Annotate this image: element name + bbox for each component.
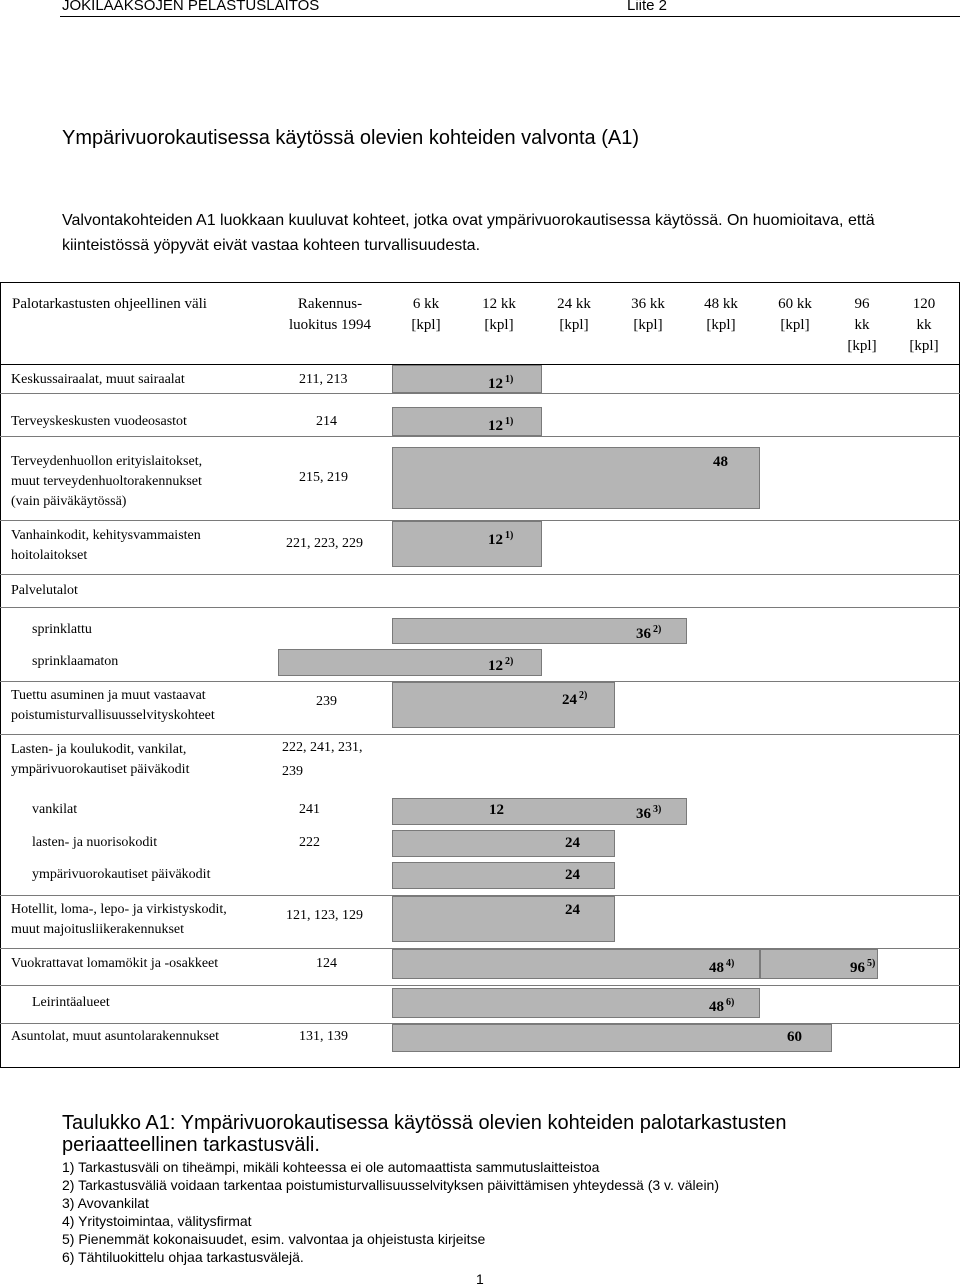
row-classification (299, 798, 320, 822)
footnote-ref: 2) (505, 656, 514, 667)
footnote: 5) Pienemmät kokonaisuudet, esim. valvontaa ja ohjeistusta kirjeitse (62, 1231, 486, 1247)
interval-value-secondary (850, 954, 875, 978)
row-separator (0, 393, 960, 394)
header-line: 6 kk (412, 296, 440, 312)
footnote-ref: 4) (726, 958, 735, 969)
row-label-line: Asuntolat, muut asuntolarakennukset (11, 1029, 220, 1044)
interval-bar (392, 521, 542, 567)
header-12kk (482, 294, 516, 336)
row-label-line: Terveydenhuollon erityislaitokset, (11, 454, 203, 469)
row-label-line: sprinklattu (32, 622, 92, 637)
interval-number: 12 (488, 376, 503, 392)
row-label (32, 833, 157, 853)
footnotes (62, 1158, 719, 1266)
page-label: Liite 2 (627, 0, 668, 14)
row-label (32, 865, 210, 885)
footnote-ref: 2) (653, 624, 662, 635)
header-36kk (631, 294, 665, 336)
table-caption: Taulukko A1: Ympärivuorokautisessa käytössä olevien kohteiden palotarkastusten periaatteellinen tarkastusväli. (62, 1112, 787, 1156)
header-96kk (847, 294, 876, 357)
header-line: 120 (912, 296, 936, 312)
header-line: [kpl] (484, 317, 514, 333)
row-label-line: hoitolaitokset (11, 548, 88, 563)
interval-bar (392, 447, 760, 509)
interval-bar (392, 407, 542, 436)
interval-bar (392, 1024, 832, 1052)
interval-number: 24 (565, 835, 580, 851)
classification-line: 239 (316, 694, 337, 709)
header-48kk (704, 294, 738, 336)
interval-value (488, 370, 513, 394)
interval-value (565, 900, 580, 920)
row-separator (0, 734, 960, 735)
header-classification (289, 294, 371, 336)
header-line: 36 kk (631, 296, 665, 312)
row-label-line: poistumisturvallisuusselvityskohteet (11, 708, 215, 723)
interval-number: 48 (709, 999, 724, 1015)
header-line: [kpl] (706, 317, 736, 333)
interval-number: 12 (488, 532, 503, 548)
interval-number: 48 (709, 960, 724, 976)
interval-number: 12 (489, 802, 504, 818)
row-label-line: Palvelutalot (11, 583, 78, 598)
header-line: Rakennus- (297, 296, 363, 312)
interval-number: 24 (565, 867, 580, 883)
inspection-interval-table (0, 282, 960, 1068)
footnote-ref: 2) (579, 690, 588, 701)
interval-value (489, 800, 504, 820)
page-number: 1 (476, 1271, 484, 1287)
row-label-line: Lasten- ja koulukodit, vankilat, (11, 742, 187, 757)
classification-line: 131, 139 (299, 1029, 348, 1044)
classification-line: 221, 223, 229 (286, 536, 363, 551)
footnote: 3) Avovankilat (62, 1195, 149, 1211)
interval-value (488, 652, 513, 676)
row-label (11, 1027, 219, 1047)
row-classification (286, 904, 363, 928)
row-label (32, 652, 118, 672)
interval-value (713, 452, 728, 472)
header-line: kk (854, 317, 870, 333)
row-label-line: sprinklaamaton (32, 654, 119, 669)
row-label-line: lasten- ja nuorisokodit (32, 835, 158, 850)
interval-number: 24 (565, 902, 580, 918)
row-label (11, 370, 185, 390)
footnote-ref: 3) (653, 804, 662, 815)
page-header (0, 0, 960, 16)
row-separator (0, 574, 960, 575)
header-line: 12 kk (482, 296, 516, 312)
row-classification (299, 466, 348, 490)
header-24kk (557, 294, 591, 336)
header-line: 48 kk (704, 296, 738, 312)
intro-paragraph: Valvontakohteiden A1 luokkaan kuuluvat kohteet, jotka ovat ympärivuorokautisessa käytössä. On huomioitava, että kiinteistössä yöpyvät eivät vastaa kohteen turvallisuudesta. (62, 212, 875, 254)
interval-bar (392, 949, 760, 979)
row-classification (299, 831, 320, 855)
header-interval (12, 294, 207, 315)
interval-value (565, 865, 580, 885)
row-label-line: muut terveydenhuoltorakennukset (11, 474, 202, 489)
row-label-line: vankilat (32, 802, 78, 817)
row-label (32, 800, 77, 820)
row-label-line: Vuokrattavat lomamökit ja -osakkeet (11, 956, 219, 971)
row-separator (0, 436, 960, 437)
header-line: 60 kk (778, 296, 812, 312)
classification-line: 214 (316, 414, 337, 429)
header-line: luokitus 1994 (288, 317, 372, 333)
classification-line: 121, 123, 129 (286, 908, 363, 923)
interval-value (562, 686, 587, 710)
row-classification (286, 532, 363, 556)
header-line: [kpl] (847, 338, 877, 354)
interval-bar (392, 830, 615, 857)
row-label (11, 412, 187, 432)
row-label-line: Terveyskeskusten vuodeosastot (11, 414, 187, 429)
row-label-line: ympärivuorokautiset päiväkodit (11, 762, 190, 777)
interval-bar (392, 896, 615, 942)
footnote-ref: 1) (505, 530, 514, 541)
row-label-line: Vanhainkodit, kehitysvammaisten (11, 528, 201, 543)
classification-line: 124 (316, 956, 337, 971)
header-6kk (411, 294, 440, 336)
interval-value (709, 993, 734, 1017)
header-120kk (909, 294, 938, 357)
classification-line: 211, 213 (299, 372, 348, 387)
row-label (11, 581, 78, 601)
interval-value (787, 1027, 802, 1047)
row-label (11, 740, 189, 780)
header-rule (60, 16, 960, 17)
header-line: [kpl] (411, 317, 441, 333)
interval-number: 36 (636, 626, 651, 642)
interval-number: 48 (713, 454, 728, 470)
row-classification (316, 410, 337, 434)
document-title: Ympärivuorokautisessa käytössä olevien kohteiden valvonta (A1) (62, 127, 639, 149)
header-line: [kpl] (780, 317, 810, 333)
row-label-line: (vain päiväkäytössä) (11, 494, 127, 509)
header-60kk (778, 294, 812, 336)
classification-line: 222 (299, 835, 320, 850)
footnote-ref: 5) (867, 958, 876, 969)
footnote: 4) Yritystoimintaa, välitysfirmat (62, 1213, 252, 1229)
interval-value (488, 412, 513, 436)
footnote: 2) Tarkastusväliä voidaan tarkentaa poistumisturvallisuusselvityksen päivittämisen yhteydessä (3 v. välein) (62, 1177, 720, 1193)
interval-number: 36 (636, 806, 651, 822)
row-label-line: Keskussairaalat, muut sairaalat (11, 372, 185, 387)
header-line: [kpl] (559, 317, 589, 333)
organization-name: JOKILAAKSOJEN PELASTUSLAITOS (62, 0, 320, 14)
footnote-ref: 1) (505, 374, 514, 385)
header-line: 96 (854, 296, 870, 312)
interval-bar (392, 862, 615, 889)
row-label-line: Hotellit, loma-, lepo- ja virkistyskodit, (11, 902, 227, 917)
header-line: [kpl] (909, 338, 939, 354)
row-label-line: ympärivuorokautiset päiväkodit (32, 867, 211, 882)
header-line: 24 kk (557, 296, 591, 312)
interval-value-secondary (636, 800, 661, 824)
header-line: Palotarkastusten ohjeellinen väli (12, 296, 207, 312)
interval-number: 12 (488, 418, 503, 434)
row-classification (316, 690, 337, 714)
interval-bar (392, 988, 760, 1018)
header-line: kk (916, 317, 932, 333)
classification-line: 222, 241, 231, (282, 740, 363, 755)
footnote: 6) Tähtiluokittelu ohjaa tarkastusvälejä. (62, 1249, 304, 1265)
row-label (11, 526, 201, 566)
row-label (11, 900, 227, 940)
interval-bar (392, 365, 542, 393)
footnote-ref: 6) (726, 997, 735, 1008)
row-label (11, 954, 218, 974)
row-label (32, 620, 92, 640)
row-classification (299, 368, 347, 392)
classification-line: 239 (282, 764, 303, 779)
row-label-line: Tuettu asuminen ja muut vastaavat (11, 688, 206, 703)
interval-number: 24 (562, 692, 577, 708)
row-label (32, 993, 110, 1013)
row-classification (282, 736, 363, 784)
row-label-line: muut majoitusliikerakennukset (11, 922, 185, 937)
header-line: [kpl] (633, 317, 663, 333)
interval-value (488, 526, 513, 550)
interval-value (636, 620, 661, 644)
interval-value (709, 954, 734, 978)
row-separator (0, 985, 960, 986)
row-label-line: Leirintäalueet (32, 995, 110, 1010)
interval-number: 96 (850, 960, 865, 976)
row-label (11, 452, 202, 512)
classification-line: 241 (299, 802, 320, 817)
interval-number: 60 (787, 1029, 802, 1045)
interval-number: 12 (488, 658, 503, 674)
row-separator (0, 607, 960, 608)
footnote-ref: 1) (505, 416, 514, 427)
row-label (11, 686, 215, 726)
footnote: 1) Tarkastusväli on tiheämpi, mikäli kohteessa ei ole automaattista sammutuslaitteistoa (62, 1159, 600, 1175)
row-classification (299, 1025, 348, 1049)
row-classification (316, 952, 337, 976)
interval-value (565, 833, 580, 853)
classification-line: 215, 219 (299, 470, 348, 485)
